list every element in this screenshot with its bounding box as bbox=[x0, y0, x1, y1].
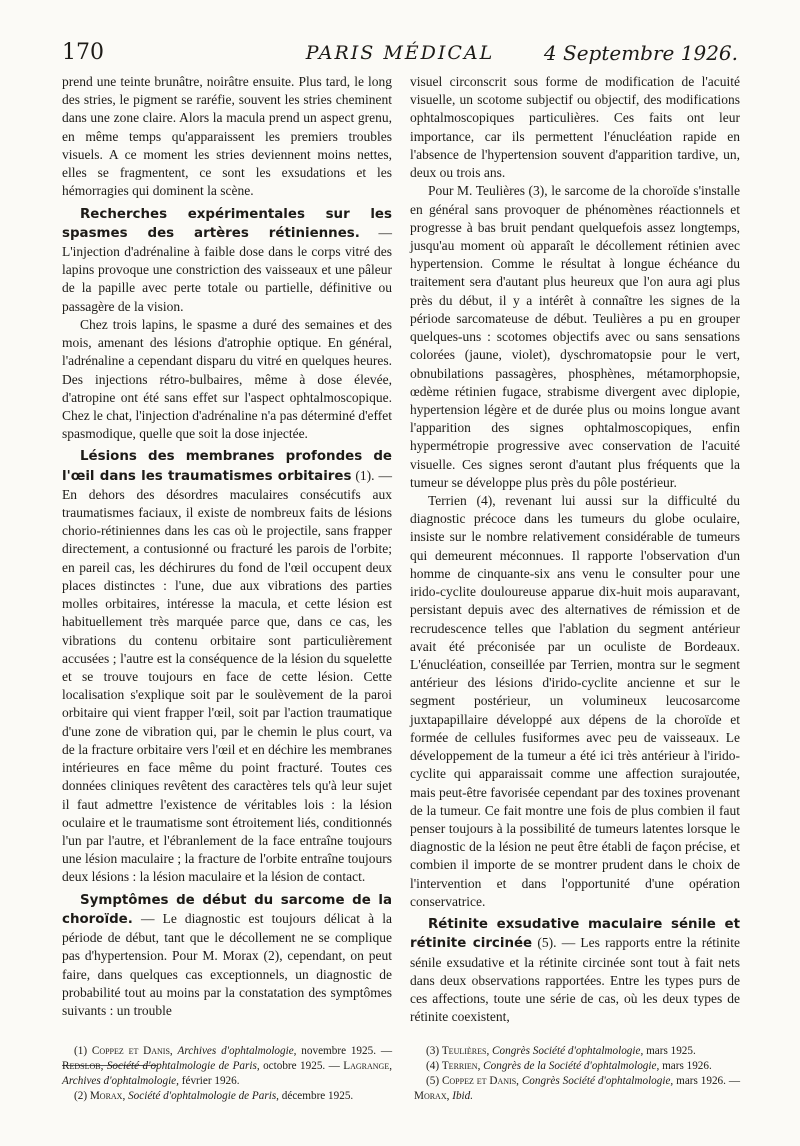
footnote bbox=[62, 1044, 392, 1089]
footnote-source: Archives d'ophtalmologie, bbox=[62, 1075, 179, 1087]
footnote bbox=[414, 1074, 740, 1104]
footnote-date: novembre 1925. bbox=[301, 1045, 377, 1057]
footnote-date: octobre 1925. bbox=[263, 1060, 326, 1072]
journal-title: PARIS MÉDICAL bbox=[305, 42, 495, 64]
paragraph-text: — Le diagnostic est toujours délicat à la période de début, tant que le décollement ne se complique pas d'hypertension. Pour M. Morax (2), cependant, on peut faire, dans quelques cas exceptionnels, un diagnostic de probabilité tout au moins par la constatation des symptômes suivants : un trouble bbox=[62, 910, 392, 1018]
paragraph bbox=[410, 915, 740, 1026]
footnote bbox=[414, 1059, 740, 1074]
footnote-date: mars 1926. bbox=[676, 1075, 726, 1087]
paragraph: prend une teinte brunâtre, noirâtre ensuite. Plus tard, le long des stries, le pigment se raréfie, souvent les stries cheminent dans une zone claire. Alors la macula prend un aspect grenu, en même temps qu'apparaissent les premiers troubles visuels. A ce moment les stries deviennent moins nettes, elles se fragmentent, ce sont les exsudations et les hémorragies qui dominent la scène. bbox=[62, 74, 392, 199]
left-column bbox=[62, 73, 392, 1020]
footnote-date: février 1926. bbox=[181, 1075, 240, 1087]
footnote-mark: (1) bbox=[74, 1045, 88, 1057]
footnotes-left bbox=[62, 1044, 392, 1104]
paragraph: Chez trois lapins, le spasme a duré des semaines et des mois, amenant des lésions d'atrophie optique. En général, l'adrénaline a cependant disparu du vitré en quelques heures. Des injections rétro-bulbaires, même à dose élevée, d'atropine ont été sans effet sur l'aspect ophtalmoscopique. Chez le chat, l'injection d'adrénaline n'a pas déterminé d'effet spasmodique, quelle que soit la dose injectée. bbox=[62, 316, 392, 442]
footnote-author: Morax, bbox=[89, 1090, 126, 1102]
footnote-source: Société d'ophtalmologie de Paris, bbox=[106, 1060, 260, 1072]
footnote-author: Coppez et Danis, bbox=[441, 1075, 519, 1087]
paragraph bbox=[62, 891, 392, 1021]
issue-date: 4 Septembre 1926. bbox=[543, 41, 738, 65]
footnote-author: — Lagrange, bbox=[328, 1060, 393, 1072]
paragraph: visuel circonscrit sous forme de modification de l'acuité visuelle, un scotome subjectif ou objectif, des modifications ophtalmoscopiques particulières. Ces faits ont leur importance, car ils permettent l'énucléation rapide en l'absence de l'hypertension souvent d'apparition tardive, un, deux ou trois ans. bbox=[410, 74, 740, 181]
right-column bbox=[410, 73, 740, 1026]
footnote-source: Archives d'ophtalmologie, bbox=[177, 1045, 297, 1057]
footnote-source: Ibid. bbox=[452, 1090, 474, 1102]
footnote-mark: (2) bbox=[74, 1090, 88, 1102]
footnote-source: Congrès de la Société d'ophtalmologie, bbox=[483, 1060, 660, 1072]
paragraph: Pour M. Teulières (3), le sarcome de la choroïde s'installe en général sans provoquer de phénomènes réactionnels et progresse à bas bruit pendant quelquefois assez longtemps, jusqu'au moment où apparaît le décollement rétinien avec hypertension. Comme le résultat à longue échéance du traitement sera d'autant plus heureux que l'on aura agi plus près du début, il y a intérêt à connaître les signes de la période sarcomateuse de début. Teulières a pu en grouper quelques-uns : scotomes objectifs avec ou sans sensations colorées (jaune, violet), dyschromatopsie pour le vert, obnubilations passagères, phosphènes, métamorphopsie, œdème rétinien fugace, strabisme divergent avec diplopie, hypertension légère et de durée plus ou moins longue avant l'apparition des signes ophtalmoscopiques, enfin hypermétropie progressive avec conservation de l'acuité visuelle. Ces signes seront d'autant plus fréquents que la tumeur se développe plus près du pôle postérieur. bbox=[410, 183, 740, 490]
footnote-author: Terrien, bbox=[441, 1060, 481, 1072]
footnote bbox=[414, 1044, 740, 1059]
footnote-source: Société d'ophtalmologie de Paris, bbox=[128, 1090, 279, 1102]
footnote-author: Teulières, bbox=[441, 1045, 490, 1057]
section-heading: Symptômes de début du sarcome de la choroïde. bbox=[62, 892, 392, 927]
footnote-source: Congrès Société d'ophtalmologie, bbox=[492, 1045, 644, 1057]
paragraph bbox=[62, 205, 392, 316]
footnote-author: Coppez et Danis, bbox=[91, 1045, 173, 1057]
paragraph-text: — L'injection d'adrénaline à faible dose dans le corps vitré des lapins provoque une constriction des vaisseaux et une pâleur de la papille avec perte totale ou partielle, définitive ou passagère de la vision. bbox=[62, 224, 392, 314]
section-heading: Rétinite exsudative maculaire sénile et rétinite circinée bbox=[410, 917, 740, 952]
section-heading: Lésions des membranes profondes de l'œil dans les traumatismes orbitaires bbox=[62, 449, 392, 484]
footnote-mark: (3) bbox=[426, 1045, 440, 1057]
page-number: 170 bbox=[62, 40, 104, 65]
footnote-mark: (5) bbox=[426, 1075, 440, 1087]
footnotes-right bbox=[414, 1044, 740, 1104]
paragraph-text: (1). — En dehors des désordres maculaires consécutifs aux traumatismes faciaux, il existe de nombreux faits de lésions chorio-rétiniennes dans les cas où le projectile, sans frapper directement, a contusionné ou fracturé les parois de l'orbite; en pareil cas, les déchirures du fond de l'œil occupent deux places distinctes : l'une, due aux vibrations des parties molles orbitaires, intéresse la macula, et cette lésion est habituellement très marquée parce que, dans ce cas, les vibrations du contenu orbitaire sont particulièrement accusées ; l'autre est la conséquence de la lésion du squelette et se trouve toujours en face de cette lésion. Cette localisation s'explique soit par le soulèvement de la paroi orbitaire qui vient frapper l'œil, soit par l'action traumatique d'une zone de vibration qui, par le chemin le plus court, va de la fracture orbitaire vers l'œil et en déchire les membranes intérieures en face même du point fracturé. Toutes ces données cliniques revêtent des caractères tels qu'à leur sujet il faut admettre l'existence de véritables lois : la lésion oculaire et le traumatisme sont étroitement liés, conditionnés l'un par l'autre, et l'ébranlement de la face entraîne toujours une lésion maculaire ; la fracture de l'orbite entraîne toujours deux lésions : la lésion maculaire et la lésion de contact. bbox=[62, 467, 392, 885]
footnote-source: Congrès Société d'ophtalmologie, bbox=[521, 1075, 674, 1087]
footnote-mark: (4) bbox=[426, 1060, 440, 1072]
footnote-author: — Morax, bbox=[414, 1075, 741, 1102]
footnote-author: — Redslob, bbox=[62, 1045, 393, 1072]
footnote-date: mars 1926. bbox=[662, 1060, 712, 1072]
footnote bbox=[62, 1089, 392, 1104]
footnote-date: décembre 1925. bbox=[281, 1090, 354, 1102]
paragraph-text: (5). — Les rapports entre la rétinite sénile exsudative et la rétinite circinée sont tout à fait nets dans deux observations rapportées. Entre les types purs de ces affections, toute une série de cas, où les deux types de rétinite coexistent, bbox=[410, 935, 740, 1025]
running-header bbox=[62, 38, 738, 68]
footnote-date: mars 1925. bbox=[646, 1045, 696, 1057]
paragraph bbox=[62, 447, 392, 886]
section-heading: Recherches expérimentales sur les spasmes des artères rétiniennes. bbox=[62, 206, 392, 241]
paragraph: Terrien (4), revenant lui aussi sur la difficulté du diagnostic précoce dans les tumeurs du globe oculaire, insiste sur le nombre relativement considérable de tumeurs qui demeurent méconnues. Il rapporte l'observation d'un homme de cinquante-six ans venu le consulter pour une irido-cyclite douloureuse apparue dix-huit mois auparavant, persistant depuis avec des alternatives de rémission et de recrudescence telles que l'ablation du segment antérieur avait été préconisée par un oculiste de Bordeaux. L'énucléation, conseillée par Terrien, montra sur le segment antérieur des lésions d'irido-cyclite ancienne et sur le segment postérieur, un volumineux leucosarcome juxtapapillaire développé aux dépens de la choroïde et formée de cellules fusiformes avec peu de vaisseaux. Le développement de la tumeur a été ici très antérieur à l'irido-cyclite qui apparaissait comme une affection surajoutée, mais peut-être favorisée cependant par des toxines provenant de la tumeur. Ce fait montre une fois de plus combien il faut penser toujours à la possibilité de tumeurs latentes lorsque le diagnostic de la lésion ne peut être établi de façon précise, et combien il importe de se montrer prudent dans le choix de l'intervention et dans l'opportunité d'une opération conservatrice. bbox=[410, 493, 740, 909]
